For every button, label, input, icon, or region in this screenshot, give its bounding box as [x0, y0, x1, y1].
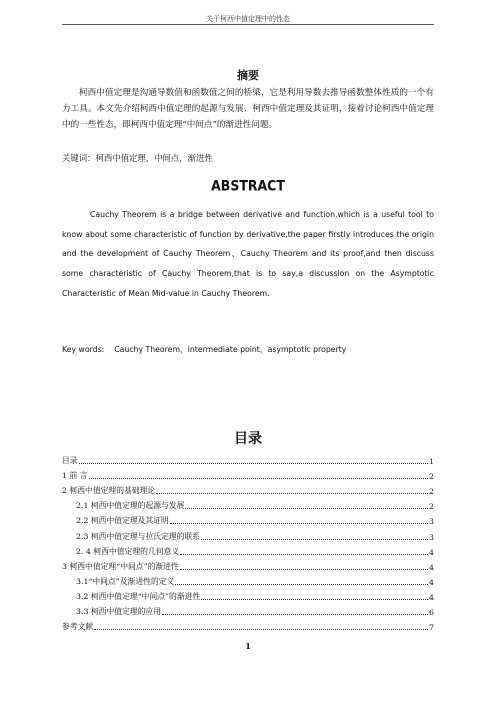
toc-entry-page: 3 — [429, 517, 434, 527]
toc-leader-dots — [94, 629, 428, 630]
toc-entry-label: 3.2 柯西中值定理“中间点”的渐进性 — [76, 591, 201, 601]
page-number: 1 — [245, 641, 251, 651]
keywords-cn-label: 关键词： — [62, 153, 96, 163]
toc-entry[interactable] — [62, 587, 434, 602]
toc-entry[interactable] — [62, 526, 434, 541]
toc-entry-page: 7 — [429, 623, 434, 633]
toc-entry-page: 6 — [429, 608, 434, 618]
toc-entry-label: 3.1“中间点”及渐进性的定义 — [76, 576, 175, 586]
toc-entry-label: 2.3 柯西中值定理与拉氏定理的联系 — [76, 531, 201, 541]
toc-entry-label: 目录 — [62, 456, 78, 466]
toc-entry[interactable] — [62, 496, 434, 511]
toc-entry[interactable] — [62, 466, 434, 481]
keywords-en-label: Key words: — [62, 345, 105, 354]
toc-entry-label: 2. 4 柯西中值定理的几何意义 — [76, 546, 180, 556]
toc-leader-dots — [201, 599, 428, 600]
toc-entry-label: 1 前 言 — [62, 471, 88, 481]
running-header: 关于柯西中值定理中的性态 — [206, 15, 290, 23]
abstract-cn-title: 摘要 — [237, 69, 259, 82]
keywords-cn — [62, 152, 213, 164]
toc-entry[interactable] — [62, 511, 434, 526]
toc-leader-dots — [185, 508, 428, 509]
toc-entry-label: 2.2 柯西中值定理及其证明 — [76, 516, 169, 526]
toc-entry-label: 3 柯西中值定理“中间点”的渐进性 — [62, 561, 179, 571]
toc-entry[interactable] — [62, 451, 434, 466]
toc-entry[interactable] — [62, 572, 434, 587]
toc-entry-label: 3.3 柯西中值定理的应用 — [76, 607, 162, 617]
toc-entry-page: 4 — [429, 577, 434, 587]
toc-entry[interactable] — [62, 602, 434, 617]
abstract-en-body: Cauchy Theorem is a bridge between derivative and function,which is a useful tool to know about some characteristic of function by derivative,the paper firstly introduces the origin and the development of Cauchy Theorem、Cauchy Theorem and its proof,and then discuss some characteristic of Cauchy Theorem,that is to say,a discussion on the Asymptotic Characteristic of Mean Mid-value in Cauchy Theorem. — [62, 210, 434, 298]
toc-entry[interactable] — [62, 481, 434, 496]
toc-entry-page: 4 — [429, 592, 434, 602]
keywords-en-text: Cauchy Theorem，intermediate point，asymptotic property — [114, 345, 347, 354]
toc-entry-page: 1 — [429, 457, 434, 467]
toc-entry-page: 3 — [429, 532, 434, 542]
toc-leader-dots — [79, 463, 428, 464]
abstract-cn-body: 柯西中值定理是沟通导数值和函数值之间的桥梁，它是利用导数去推导函数整体性质的一个有力工具。本文先介绍柯西中值定理的起源与发展、柯西中值定理及其证明，接着讨论柯西中值定理中的一些性态，即柯西中值定理“中间点”的渐进性问题。 — [62, 88, 434, 131]
toc-entry-page: 2 — [429, 502, 434, 512]
toc-leader-dots — [201, 539, 428, 540]
toc-entry-label: 2 柯西中值定理的基础理论 — [62, 486, 156, 496]
toc-leader-dots — [89, 478, 429, 479]
toc-leader-dots — [162, 614, 428, 615]
toc-entry[interactable] — [62, 557, 434, 572]
toc-leader-dots — [170, 523, 428, 524]
abstract-en-title: ABSTRACT — [211, 177, 285, 194]
toc-title: 目录 — [234, 431, 262, 447]
toc-entry-label: 2.1 柯西中值定理的起源与发展 — [76, 501, 185, 511]
toc-leader-dots — [180, 554, 428, 555]
toc-leader-dots — [175, 584, 428, 585]
table-of-contents — [62, 451, 434, 632]
toc-entry[interactable] — [62, 617, 434, 632]
toc-entry-page: 2 — [429, 487, 434, 497]
header-divider — [62, 24, 434, 25]
keywords-cn-text: 柯西中值定理，中间点，渐进性 — [95, 153, 213, 163]
toc-leader-dots — [180, 569, 428, 570]
toc-entry-label: 参考文献 — [62, 622, 94, 632]
toc-entry-page: 4 — [429, 547, 434, 557]
toc-entry-page: 4 — [429, 562, 434, 572]
toc-entry-page: 2 — [429, 472, 434, 482]
toc-entry[interactable] — [62, 542, 434, 557]
toc-leader-dots — [156, 493, 428, 494]
keywords-en — [62, 344, 346, 355]
